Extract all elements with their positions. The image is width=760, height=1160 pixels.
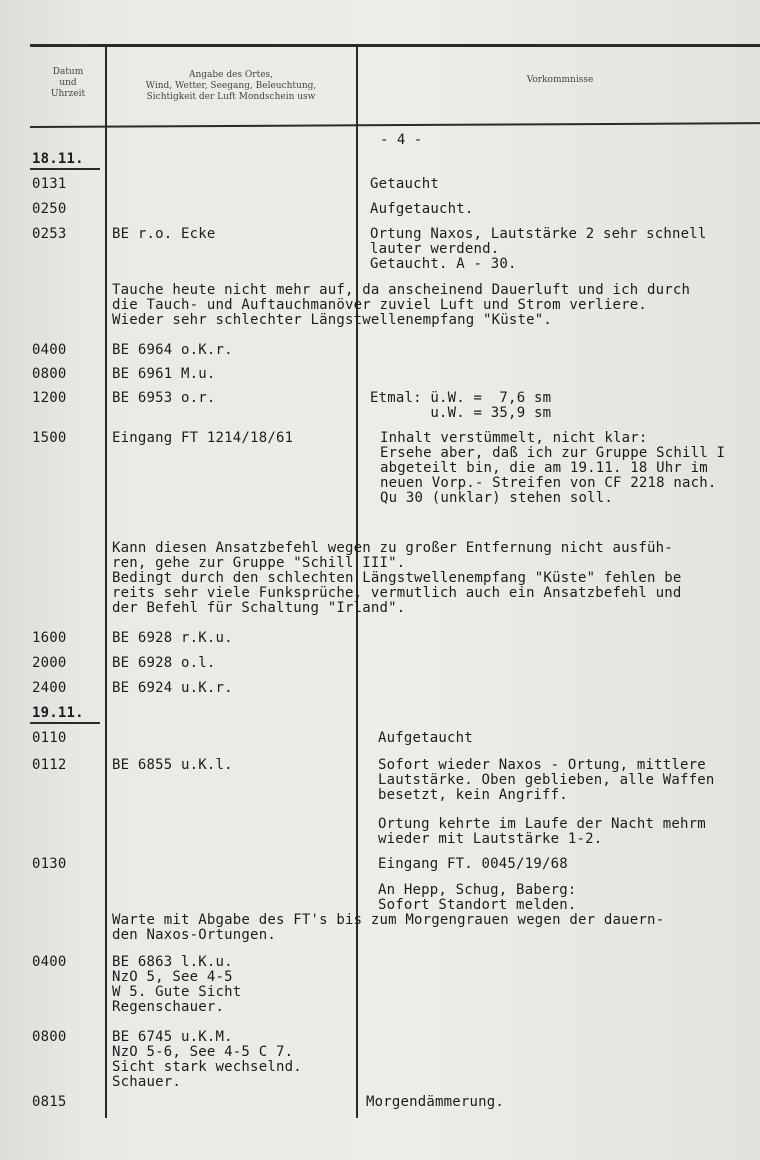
header-location-line-3: Sichtigkeit der Luft Mondschein usw (146, 92, 316, 102)
entry-location: BE 6964 o.K.r. (112, 342, 233, 358)
header-date-line-2: und (59, 78, 77, 88)
entry-location: Eingang FT 1214/18/61 (112, 430, 294, 446)
entry-event: abgeteilt bin, die am 19.11. 18 Uhr im (380, 460, 708, 476)
entry-event: besetzt, kein Angriff. (378, 787, 568, 803)
entry-time: 0800 (32, 366, 67, 382)
entry-time: 2000 (32, 655, 67, 671)
entry-time: 0110 (32, 730, 67, 746)
entry-location: BE 6928 o.l. (112, 655, 216, 671)
entry-location: W 5. Gute Sicht (112, 984, 242, 1000)
entry-location: NzO 5-6, See 4-5 C 7. (112, 1044, 294, 1060)
header-bottom-rule (30, 122, 760, 128)
entry-event: Etmal: ü.W. = 7,6 sm (370, 390, 552, 406)
entry-time: 0400 (32, 342, 67, 358)
entry-location: BE 6745 u.K.M. (112, 1029, 233, 1045)
header-location-line-1: Angabe des Ortes, (188, 70, 274, 80)
entry-time: 0800 (32, 1029, 67, 1045)
entry-event: Ortung kehrte im Laufe der Nacht mehrm (378, 816, 706, 832)
entry-event: u.W. = 35,9 sm (370, 405, 552, 421)
entry-time: 2400 (32, 680, 67, 696)
entry-location: BE 6953 o.r. (112, 390, 216, 406)
spanning-note-line: Tauche heute nicht mehr auf, da anscheinend Dauerluft und ich durch (112, 282, 691, 298)
spanning-note-line: Kann diesen Ansatzbefehl wegen zu großer Entfernung nicht ausfüh- (112, 540, 673, 556)
entry-time: 0815 (32, 1094, 67, 1110)
entry-event: Eingang FT. 0045/19/68 (378, 856, 568, 872)
spanning-note-line: Bedingt durch den schlechten Längstwellenempfang "Küste" fehlen be (112, 570, 682, 586)
spanning-note-line: die Tauch- und Auftauchmanöver zuviel Luft und Strom verliere. (112, 297, 647, 313)
entry-event: Lautstärke. Oben geblieben, alle Waffen (378, 772, 715, 788)
entry-event: Aufgetaucht. (370, 201, 474, 217)
entry-time: 0131 (32, 176, 67, 192)
header-location-weather (108, 70, 354, 103)
header-date-line-1: Datum (52, 67, 84, 77)
entry-event: wieder mit Lautstärke 1-2. (378, 831, 603, 847)
spanning-note-line: reits sehr viele Funksprüche, vermutlich auch ein Ansatzbefehl und (112, 585, 682, 601)
header-date-time (32, 67, 104, 100)
entry-time: 1500 (32, 430, 67, 446)
entry-location: BE 6855 u.K.l. (112, 757, 233, 773)
top-rule (30, 44, 760, 47)
entry-location: Sicht stark wechselnd. (112, 1059, 302, 1075)
entry-location: BE 6924 u.K.r. (112, 680, 233, 696)
entry-location: BE 6863 l.K.u. (112, 954, 233, 970)
spanning-note-line: Warte mit Abgabe des FT's bis zum Morgengrauen wegen der dauern- (112, 912, 665, 928)
entry-event: lauter werdend. (370, 241, 500, 257)
entry-time: 0130 (32, 856, 67, 872)
entry-time: 0253 (32, 226, 67, 242)
entry-time: 0250 (32, 201, 67, 217)
date-underline (30, 722, 100, 724)
spanning-note-line: ren, gehe zur Gruppe "Schill III". (112, 555, 406, 571)
entry-location: Schauer. (112, 1074, 182, 1090)
entry-event: Getaucht. A - 30. (370, 256, 517, 272)
entry-time: 1600 (32, 630, 67, 646)
entry-location: NzO 5, See 4-5 (112, 969, 233, 985)
entry-event: Qu 30 (unklar) stehen soll. (380, 490, 613, 506)
entry-time: 1200 (32, 390, 67, 406)
entry-location: Regenschauer. (112, 999, 225, 1015)
entry-time: 0400 (32, 954, 67, 970)
entry-event: Ortung Naxos, Lautstärke 2 sehr schnell (370, 226, 707, 242)
header-location-line-2: Wind, Wetter, Seegang, Beleuchtung, (145, 81, 317, 91)
date-underline (30, 168, 100, 170)
spanning-note-line: der Befehl für Schaltung "Irland". (112, 600, 406, 616)
spanning-note-line: den Naxos-Ortungen. (112, 927, 276, 943)
date-heading: 19.11. (32, 705, 84, 721)
entry-time: 0112 (32, 757, 67, 773)
entry-event: Aufgetaucht (378, 730, 473, 746)
date-heading: 18.11. (32, 151, 84, 167)
column-divider-1 (105, 46, 107, 1118)
entry-event: Ersehe aber, daß ich zur Gruppe Schill I (380, 445, 726, 461)
header-events: Vorkommnisse (526, 75, 594, 85)
header-date-line-3: Uhrzeit (50, 89, 86, 99)
entry-location: BE 6961 M.u. (112, 366, 216, 382)
entry-event: neuen Vorp.- Streifen von CF 2218 nach. (380, 475, 717, 491)
entry-event: Inhalt verstümmelt, nicht klar: (380, 430, 648, 446)
spanning-note-line: Wieder sehr schlechter Längstwellenempfang "Küste". (112, 312, 553, 328)
entry-event: Sofort Standort melden. (378, 897, 577, 913)
entry-event: Getaucht (370, 176, 440, 192)
entry-event: Morgendämmerung. (366, 1094, 505, 1110)
page-number: - 4 - (380, 132, 423, 148)
entry-location: BE r.o. Ecke (112, 226, 216, 242)
entry-event: Sofort wieder Naxos - Ortung, mittlere (378, 757, 706, 773)
entry-event: An Hepp, Schug, Baberg: (378, 882, 577, 898)
entry-location: BE 6928 r.K.u. (112, 630, 233, 646)
